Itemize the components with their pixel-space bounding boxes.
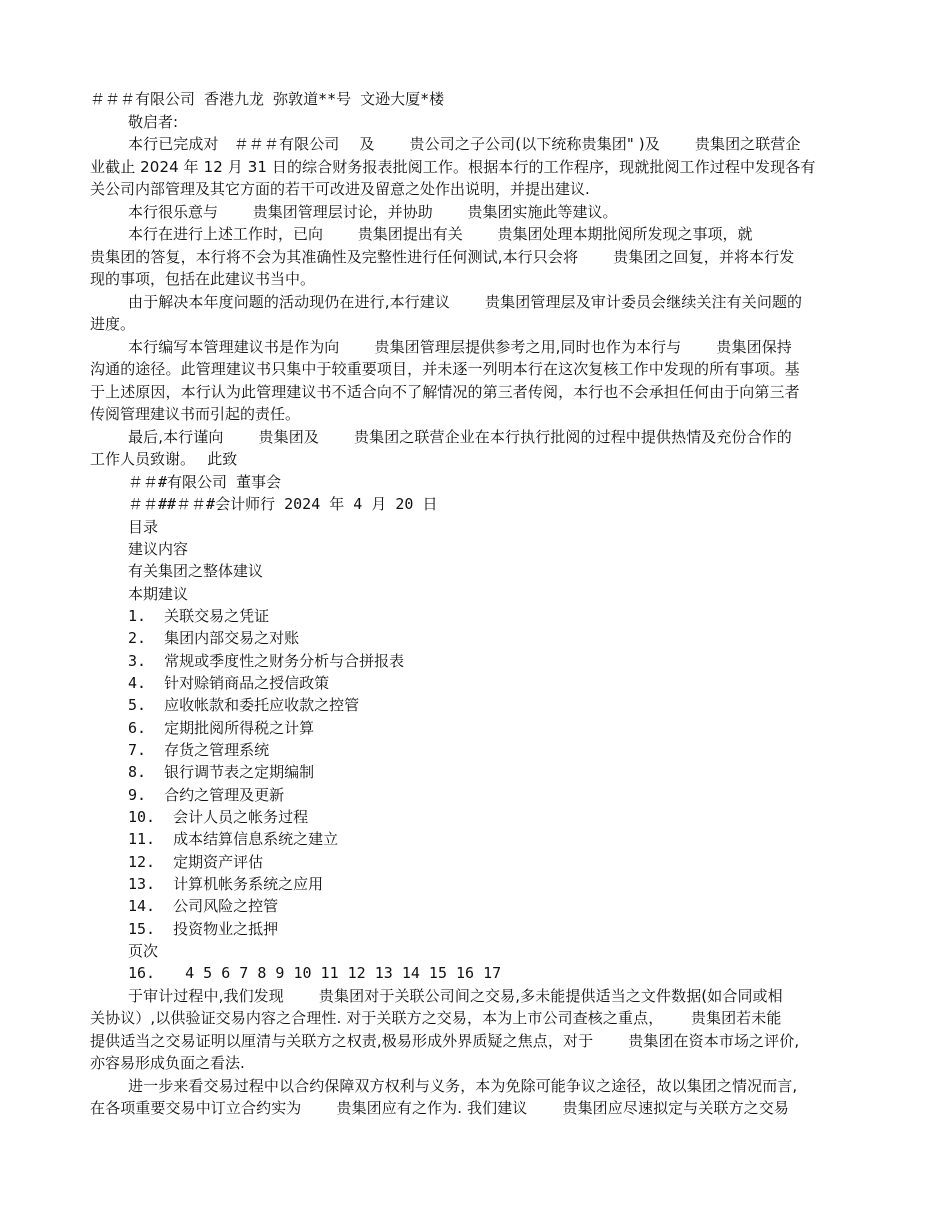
addressee: ＃＃#有限公司 董事会	[128, 473, 282, 491]
toc-item: 6. 定期批阅所得税之计算	[128, 719, 315, 737]
salutation: 敬启者:	[128, 113, 179, 131]
letter-header: ＃＃＃有限公司 香港九龙 弥敦道**号 文逊大厦*楼	[90, 90, 445, 108]
body-line-4: 亦容易形成负面之看法.	[90, 1054, 245, 1072]
toc-section-3: 本期建议	[128, 585, 189, 603]
toc-item: 4. 针对赊销商品之授信政策	[128, 674, 330, 692]
toc-item: 10. 会计人员之帐务过程	[128, 808, 309, 826]
letter-line-11: 沟通的途径。此管理建议书只集中于较重要项目，并未逐一列明本行在这次复核工作中发现的所有事项。基	[90, 360, 800, 378]
letter-line-2: 业截止 2024 年 12 月 31 日的综合财务报表批阅工作。根据本行的工作程序，现就批阅工作过程中发现各有	[90, 158, 816, 176]
toc-section-1: 建议内容	[128, 540, 189, 558]
body-line-1: 于审计过程中,我们发现 贵集团对于关联公司间之交易,多未能提供适当之文件数据(如合同或相	[128, 987, 783, 1005]
letter-line-1: 本行已完成对 ＃＃＃有限公司 及 贵公司之子公司(以下统称贵集团" )及 贵集团之联营企	[128, 135, 801, 153]
toc-item: 3. 常规或季度性之财务分析与合拼报表	[128, 652, 405, 670]
toc-item: 9. 合约之管理及更新	[128, 786, 285, 804]
toc-item: 7. 存货之管理系统	[128, 741, 270, 759]
letter-line-8: 由于解决本年度问题的活动现仍在进行,本行建议 贵集团管理层及审计委员会继续关注有关问题的	[128, 293, 803, 311]
toc-item: 5. 应收帐款和委托应收款之控管	[128, 696, 360, 714]
letter-line-4: 本行很乐意与 贵集团管理层讨论，并协助 贵集团实施此等建议。	[128, 203, 618, 221]
letter-line-9: 进度。	[90, 315, 136, 333]
letter-line-5: 本行在进行上述工作时，已向 贵集团提出有关 贵集团处理本期批阅所发现之事项，就	[128, 225, 753, 243]
toc-item: 12. 定期资产评估	[128, 853, 264, 871]
letter-line-15: 工作人员致谢。 此致	[90, 450, 238, 468]
letter-line-3: 关公司内部管理及其它方面的若干可改进及留意之处作出说明，并提出建议.	[90, 180, 590, 198]
toc-item: 8. 银行调节表之定期编制	[128, 763, 315, 781]
toc-item: 11. 成本结算信息系统之建立	[128, 830, 339, 848]
toc-page-numbers: 16. 4 5 6 7 8 9 10 11 12 13 14 15 16 17	[128, 964, 502, 982]
letter-line-12: 于上述原因，本行认为此管理建议书不适合向不了解情况的第三者传阅，本行也不会承担任何由于向第三者	[90, 383, 800, 401]
signature: ＃＃##＃＃#会计师行 2024 年 4 月 20 日	[128, 495, 438, 513]
body-line-3: 提供适当之交易证明以厘清与关联方之权责,极易形成外界质疑之焦点，对于 贵集团在资本市场之评价,	[90, 1032, 800, 1050]
toc-item: 1. 关联交易之凭证	[128, 607, 270, 625]
body-line-2: 关协议）,以供验证交易内容之合理性. 对于关联方之交易，本为上市公司查核之重点， 贵集团若未能	[90, 1009, 782, 1027]
toc-item: 14. 公司风险之控管	[128, 897, 279, 915]
letter-line-14: 最后,本行谨向 贵集团及 贵集团之联营企业在本行执行批阅的过程中提供热情及充份合作的	[128, 428, 792, 446]
toc-heading: 目录	[128, 518, 159, 536]
toc-page-label: 页次	[128, 942, 159, 960]
letter-line-13: 传阅管理建议书而引起的责任。	[90, 405, 301, 423]
body-line-5: 进一步来看交易过程中以合约保障双方权利与义务，本为免除可能争议之途径，故以集团之情况而言,	[128, 1077, 798, 1095]
toc-item: 15. 投资物业之抵押	[128, 920, 279, 938]
body-line-6: 在各项重要交易中订立合约实为 贵集团应有之作为. 我们建议 贵集团应尽速拟定与关联方之交易	[90, 1099, 789, 1117]
letter-line-10: 本行编写本管理建议书是作为向 贵集团管理层提供参考之用,同时也作为本行与 贵集团保持	[128, 338, 792, 356]
toc-item: 2. 集团内部交易之对账	[128, 629, 300, 647]
toc-item: 13. 计算机帐务系统之应用	[128, 875, 324, 893]
letter-line-6: 贵集团的答复，本行将不会为其准确性及完整性进行任何测试,本行只会将 贵集团之回复，并将本行发	[90, 248, 795, 266]
toc-section-2: 有关集团之整体建议	[128, 562, 264, 580]
letter-line-7: 现的事项，包括在此建议书当中。	[90, 270, 316, 288]
